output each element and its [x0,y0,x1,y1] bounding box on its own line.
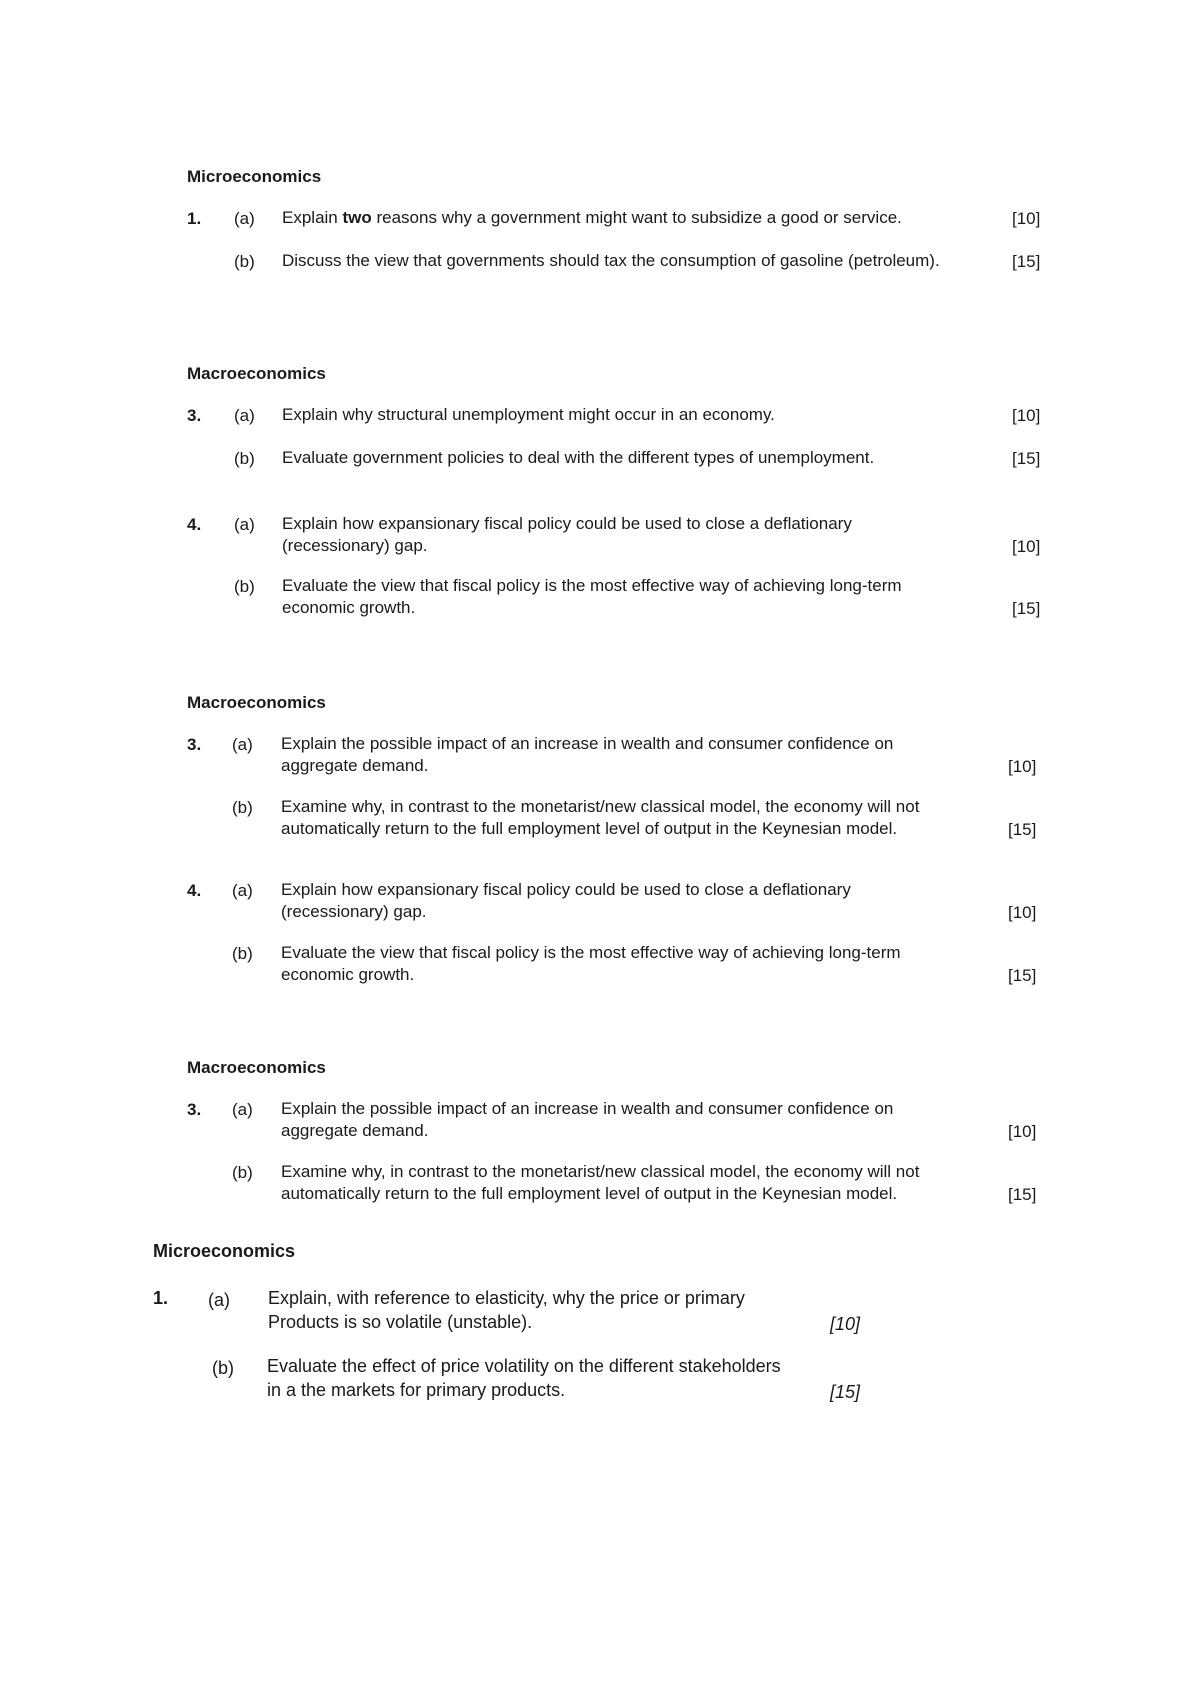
part-label: (b) [234,449,255,468]
part-label: (a) [208,1290,230,1310]
question-text: Evaluate government policies to deal with the different types of unemployment. [282,448,875,467]
marks-value: [15] [1008,820,1037,839]
question-text-line1: Evaluate the effect of price volatility on the different stakeholders [267,1356,781,1376]
question-number: 4. [187,515,202,534]
marks-value: [15] [1012,449,1041,468]
part-label: (b) [232,1163,253,1182]
marks-value: [15] [1008,1185,1037,1204]
question-number: 1. [153,1288,169,1308]
question-text-line1: Explain how expansionary fiscal policy could be used to close a deflationary [282,514,852,533]
question-text-line1: Explain how expansionary fiscal policy could be used to close a deflationary [281,880,851,899]
marks-value: [10] [1008,757,1037,776]
marks-value: [15] [1012,599,1041,618]
part-label: (a) [234,515,255,534]
part-label: (b) [232,944,253,963]
question-number: 3. [187,406,202,425]
question-number: 3. [187,1100,202,1119]
marks-value: [10] [1008,1122,1037,1141]
question-text-line2: aggregate demand. [281,1121,429,1140]
question-text-line1: Explain the possible impact of an increase in wealth and consumer confidence on [281,1099,894,1118]
section-heading: Microeconomics [153,1241,296,1261]
part-label: (a) [234,406,255,425]
part-label: (b) [212,1358,234,1378]
question-text-line2: automatically return to the full employment level of output in the Keynesian model. [281,1184,898,1203]
question-text-post: reasons why a government might want to subsidize a good or service. [371,208,902,227]
section-heading: Macroeconomics [187,1058,326,1077]
question-text-line2: aggregate demand. [281,756,429,775]
question-text: Discuss the view that governments should tax the consumption of gasoline (petroleum). [282,251,940,270]
question-text-line1: Examine why, in contrast to the monetarist/new classical model, the economy will not [281,797,920,816]
section-heading: Macroeconomics [187,364,326,383]
question-text-line2: (recessionary) gap. [281,902,427,921]
marks-value: [15] [1008,966,1037,985]
question-text-line1: Explain the possible impact of an increase in wealth and consumer confidence on [281,734,894,753]
marks-value: [10] [1012,537,1041,556]
part-label: (a) [232,881,253,900]
question-text-line2: economic growth. [281,965,415,984]
part-label: (a) [234,209,255,228]
question-text-line1: Evaluate the view that fiscal policy is the most effective way of achieving long-term [281,943,901,962]
marks-value: [10] [1012,209,1041,228]
marks-value: [10] [830,1314,861,1334]
part-label: (b) [232,798,253,817]
section-heading: Microeconomics [187,167,322,186]
section-heading: Macroeconomics [187,693,326,712]
question-number: 3. [187,735,202,754]
question-text-emphasis: two [342,208,372,227]
part-label: (b) [234,577,255,596]
question-number: 4. [187,881,202,900]
question-text-line1: Evaluate the view that fiscal policy is the most effective way of achieving long-term [282,576,902,595]
question-text: Explain why structural unemployment might occur in an economy. [282,405,775,424]
part-label: (b) [234,252,255,271]
question-text-line1: Examine why, in contrast to the monetarist/new classical model, the economy will not [281,1162,920,1181]
part-label: (a) [232,735,253,754]
question-text-line2: Products is so volatile (unstable). [268,1312,533,1332]
question-text-line1: Explain, with reference to elasticity, why the price or primary [268,1288,745,1308]
question-text-line2: (recessionary) gap. [282,536,428,555]
part-label: (a) [232,1100,253,1119]
question-text-line2: economic growth. [282,598,416,617]
question-text-pre: Explain [282,208,343,227]
marks-value: [15] [1012,252,1041,271]
question-text-line2: in a the markets for primary products. [267,1380,566,1400]
question-text [282,207,902,229]
marks-value: [10] [1008,903,1037,922]
marks-value: [10] [1012,406,1041,425]
marks-value: [15] [830,1382,861,1402]
question-text-line2: automatically return to the full employment level of output in the Keynesian model. [281,819,898,838]
question-number: 1. [187,209,202,228]
